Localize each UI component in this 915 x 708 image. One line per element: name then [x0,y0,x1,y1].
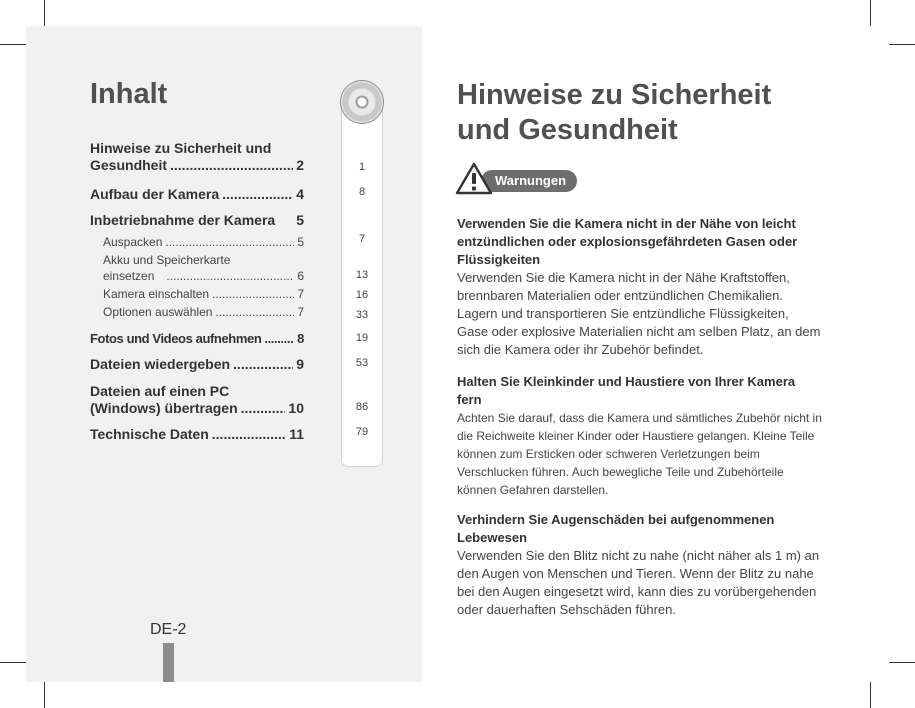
warning-label [455,162,595,194]
warning-section-eyes [457,511,822,619]
crop-mark [44,0,45,26]
warning-badge: Warnungen [481,170,577,192]
warning-section-flammable [457,215,822,359]
crop-mark [870,682,871,708]
sidebar-number: 86 [355,401,369,413]
sidebar-number: 13 [355,269,369,281]
section-body: Verwenden Sie die Kamera nicht in der Nähe Kraftstoffen, brennbaren Materialien oder entzündlichen Chemikalien. Lagern und transportieren Sie entzündliche Flüssigkeiten, Gase oder explosive Materialien nicht am selben Platz, an dem sich die Kamera oder ihr Zubehör befindet. [457,270,821,357]
disc-icon [340,80,384,124]
toc-entry-safety[interactable]: Hinweise zu Sicherheit und Gesundheit ..... 2 [90,140,304,174]
crop-mark [889,44,915,45]
page-number: DE-2 [150,621,187,638]
crop-mark [870,0,871,26]
crop-mark [44,682,45,708]
toc-entry-unpacking[interactable]: Auspacken ..... 5 [90,234,304,250]
toc-entry-playback[interactable]: Dateien wiedergeben ..... 9 [90,356,304,373]
sidebar-number: 53 [355,357,369,369]
sidebar-number: 19 [355,332,369,344]
page-tab-marker [163,643,174,682]
warning-section-children [457,373,822,499]
crop-mark [889,662,915,663]
section-heading: Verwenden Sie die Kamera nicht in der Nähe von leicht entzündlichen oder explosionsgefährdeten Gasen oder Flüssigkeiten [457,216,798,267]
toc-entry-specs[interactable]: Technische Daten ..... 11 [90,426,304,443]
toc-entry-transfer[interactable]: Dateien auf einen PC (Windows) übertragen ..... 10 [90,383,304,417]
sidebar-number: 16 [355,289,369,301]
warning-icon [455,162,493,196]
sidebar-number: 8 [358,186,366,198]
sidebar-number: 79 [355,426,369,438]
section-heading: Halten Sie Kleinkinder und Haustiere von Ihrer Kamera fern [457,374,796,407]
toc-entry-power-on[interactable]: Kamera einschalten ..... 7 [90,286,304,302]
toc-title: Inhalt [90,78,168,110]
section-heading: Verhindern Sie Augenschäden bei aufgenommenen Lebewesen [457,512,775,545]
section-body: Verwenden Sie den Blitz nicht zu nahe (nicht näher als 1 m) an den Augen von Menschen und Tieren. Wenn der Blitz zu nahe bei den Augen eingesetzt wird, kann dies zu vorübergehenden oder dauerhaften Sehschäden führen. [457,548,820,617]
crop-mark [0,44,26,45]
crop-mark [0,662,26,663]
section-body: Achten Sie darauf, dass die Kamera und sämtliches Zubehör nicht in die Reichweite kleiner Kinder oder Haustiere gelangen. Kleine Teile können zum Ersticken oder schweren Verletzungen beim Verschlucken führen. Auch bewegliche Teile und Zubehörteile können Gefahren darstellen. [457,411,822,497]
toc-entry-camera-layout[interactable]: Aufbau der Kamera ..... 4 [90,186,304,203]
toc-entry-capture[interactable]: Fotos und Videos aufnehmen ..... 8 [90,330,304,347]
table-of-contents [90,140,304,443]
toc-entry-options[interactable]: Optionen auswählen ..... 7 [90,304,304,320]
sidebar-number: 7 [358,233,366,245]
page-heading: Hinweise zu Sicherheit und Gesundheit [457,79,772,146]
sidebar-number: 33 [355,309,369,321]
sidebar-number: 1 [358,161,366,173]
toc-entry-battery[interactable]: Akku und Speicherkarte einsetzen ..... 6 [90,252,304,284]
toc-entry-setup[interactable]: Inbetriebnahme der Kamera 5 [90,212,304,228]
